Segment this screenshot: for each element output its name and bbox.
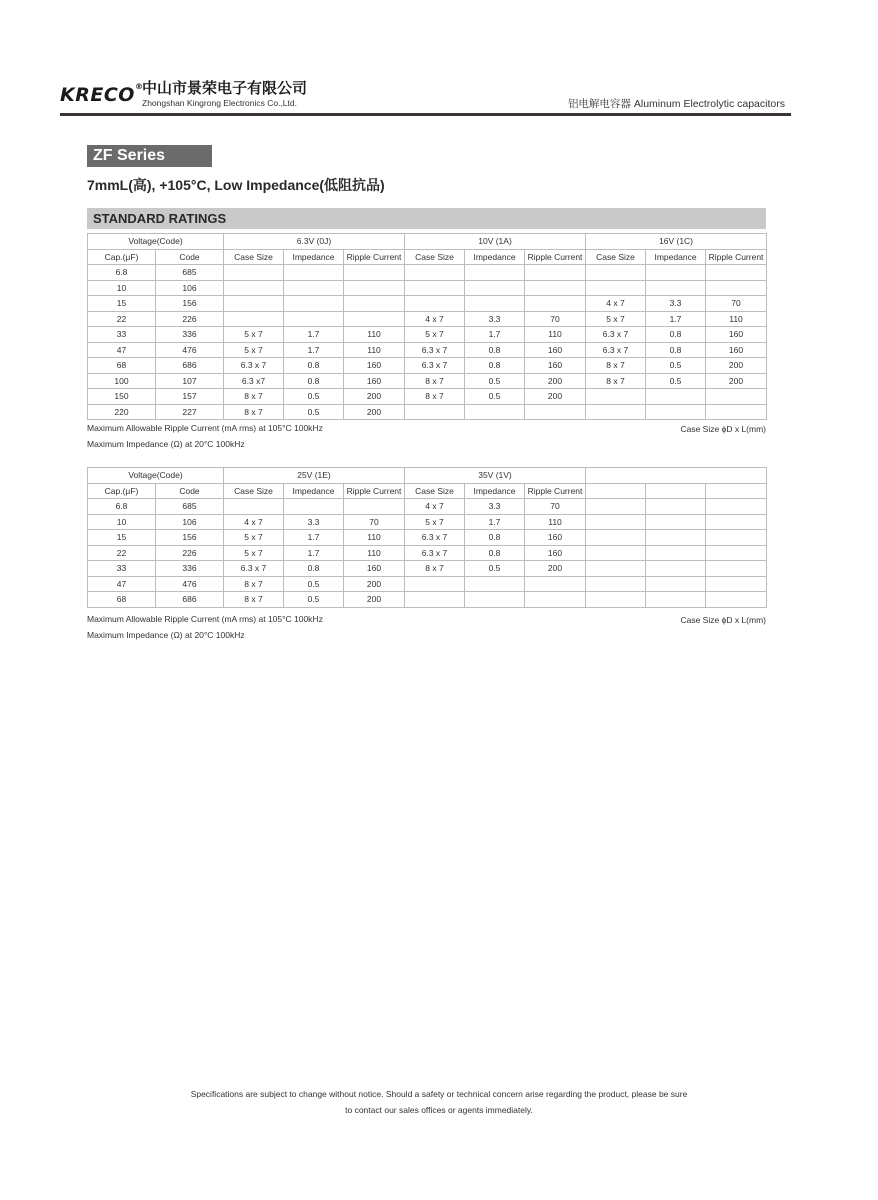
- code-cell: 157: [156, 389, 224, 405]
- code-cell: 156: [156, 530, 224, 546]
- impedance-header: Impedance: [465, 483, 525, 499]
- impedance-cell: 1.7: [646, 311, 706, 327]
- impedance-cell: [465, 265, 525, 281]
- impedance-cell: 1.7: [284, 327, 344, 343]
- ripple-current-cell: 110: [344, 342, 405, 358]
- impedance-cell: [646, 514, 706, 530]
- ripple-current-cell: [525, 404, 586, 420]
- case-size-header: Case Size: [405, 249, 465, 265]
- cap-cell: 15: [88, 296, 156, 312]
- table-row: [88, 280, 767, 296]
- ripple-current-cell: [344, 499, 405, 515]
- case-size-cell: [586, 545, 646, 561]
- ripple-current-cell: [525, 265, 586, 281]
- ripple-current-cell: [706, 265, 767, 281]
- cap-cell: 68: [88, 358, 156, 374]
- case-size-cell: 8 x 7: [405, 389, 465, 405]
- case-size-cell: 5 x 7: [405, 514, 465, 530]
- case-size-cell: 8 x 7: [224, 592, 284, 608]
- case-size-cell: 6.3 x 7: [224, 358, 284, 374]
- impedance-cell: [465, 592, 525, 608]
- empty-header: [706, 483, 767, 499]
- series-title: ZF Series: [87, 145, 212, 167]
- ripple-current-cell: 70: [706, 296, 767, 312]
- ripple-current-cell: 110: [344, 545, 405, 561]
- case-size-cell: 6.3 x 7: [405, 545, 465, 561]
- ripple-current-cell: [344, 311, 405, 327]
- voltage-code-label: Voltage(Code): [88, 468, 224, 484]
- cap-header: Cap.(μF): [88, 483, 156, 499]
- impedance-cell: [646, 561, 706, 577]
- impedance-note-2: Maximum Impedance (Ω) at 20°C 100kHz: [87, 630, 245, 640]
- impedance-cell: 3.3: [465, 311, 525, 327]
- cap-cell: 10: [88, 280, 156, 296]
- impedance-note: Maximum Impedance (Ω) at 20°C 100kHz: [87, 439, 245, 449]
- impedance-cell: [646, 530, 706, 546]
- cap-cell: 22: [88, 545, 156, 561]
- voltage-header: 35V (1V): [405, 468, 586, 484]
- case-size-header: Case Size: [405, 483, 465, 499]
- case-size-cell: 6.3 x7: [224, 373, 284, 389]
- case-size-note-2: Case Size ϕD x L(mm): [680, 615, 766, 625]
- table-row: [88, 404, 767, 420]
- column-header-row: [88, 483, 767, 499]
- case-size-cell: [405, 576, 465, 592]
- impedance-cell: 0.5: [284, 404, 344, 420]
- ripple-current-cell: [706, 592, 767, 608]
- impedance-cell: [646, 592, 706, 608]
- voltage-code-label: Voltage(Code): [88, 234, 224, 250]
- code-cell: 226: [156, 545, 224, 561]
- ripple-current-cell: [706, 389, 767, 405]
- ripple-note-2: Maximum Allowable Ripple Current (mA rms) at 105°C 100kHz: [87, 614, 323, 624]
- section-title: STANDARD RATINGS: [93, 211, 227, 226]
- table-row: [88, 311, 767, 327]
- ripple-current-cell: 110: [344, 327, 405, 343]
- ripple-current-cell: [706, 530, 767, 546]
- case-size-header: Case Size: [224, 483, 284, 499]
- ripple-current-cell: 160: [706, 327, 767, 343]
- table-row: [88, 373, 767, 389]
- table-row: [88, 265, 767, 281]
- case-size-cell: [224, 311, 284, 327]
- code-cell: 227: [156, 404, 224, 420]
- code-cell: 686: [156, 358, 224, 374]
- case-size-cell: [405, 280, 465, 296]
- cap-cell: 15: [88, 530, 156, 546]
- ripple-current-cell: 200: [344, 592, 405, 608]
- cap-cell: 33: [88, 561, 156, 577]
- ripple-current-cell: 160: [344, 373, 405, 389]
- case-size-cell: 6.3 x 7: [586, 327, 646, 343]
- case-size-cell: 4 x 7: [405, 499, 465, 515]
- impedance-cell: 0.8: [284, 561, 344, 577]
- ripple-current-cell: 110: [525, 514, 586, 530]
- cap-cell: 10: [88, 514, 156, 530]
- case-size-cell: 6.3 x 7: [224, 561, 284, 577]
- series-subtitle: 7mmL(高), +105°C, Low Impedance(低阻抗品): [87, 177, 385, 193]
- impedance-cell: 1.7: [465, 327, 525, 343]
- case-size-cell: [224, 280, 284, 296]
- ripple-current-header: Ripple Current: [525, 249, 586, 265]
- code-cell: 106: [156, 514, 224, 530]
- company-name-en: Zhongshan Kingrong Electronics Co.,Ltd.: [142, 98, 297, 108]
- impedance-header: Impedance: [465, 249, 525, 265]
- ratings-table-1: [87, 233, 767, 420]
- table-row: [88, 389, 767, 405]
- voltage-header: 6.3V (0J): [224, 234, 405, 250]
- page-header: [60, 78, 791, 118]
- ripple-current-cell: [706, 561, 767, 577]
- impedance-cell: 0.8: [465, 342, 525, 358]
- table-row: [88, 499, 767, 515]
- case-size-cell: 6.3 x 7: [405, 342, 465, 358]
- ripple-current-cell: [525, 280, 586, 296]
- code-header: Code: [156, 249, 224, 265]
- ripple-current-cell: 70: [525, 311, 586, 327]
- impedance-cell: [284, 280, 344, 296]
- code-cell: 685: [156, 499, 224, 515]
- ripple-current-cell: 70: [344, 514, 405, 530]
- ripple-current-cell: [525, 296, 586, 312]
- code-header: Code: [156, 483, 224, 499]
- impedance-cell: 0.8: [465, 358, 525, 374]
- impedance-cell: [646, 499, 706, 515]
- case-size-header: Case Size: [224, 249, 284, 265]
- case-size-cell: 6.3 x 7: [405, 530, 465, 546]
- ripple-current-cell: [706, 514, 767, 530]
- case-size-cell: [586, 576, 646, 592]
- cap-cell: 150: [88, 389, 156, 405]
- impedance-cell: 1.7: [284, 342, 344, 358]
- ripple-current-cell: 200: [525, 561, 586, 577]
- ripple-current-cell: 160: [344, 561, 405, 577]
- case-size-cell: 4 x 7: [224, 514, 284, 530]
- column-header-row: [88, 249, 767, 265]
- ripple-current-header: Ripple Current: [344, 483, 405, 499]
- ripple-current-cell: 200: [344, 576, 405, 592]
- ripple-current-cell: [706, 280, 767, 296]
- ripple-current-cell: [344, 280, 405, 296]
- ripple-current-cell: [706, 545, 767, 561]
- impedance-cell: [646, 404, 706, 420]
- case-size-cell: 5 x 7: [586, 311, 646, 327]
- impedance-cell: [465, 280, 525, 296]
- case-size-cell: [586, 530, 646, 546]
- product-category: 铝电解电容器 Aluminum Electrolytic capacitors: [567, 98, 785, 110]
- case-size-cell: [224, 265, 284, 281]
- impedance-cell: [646, 576, 706, 592]
- impedance-cell: [284, 499, 344, 515]
- case-size-cell: 4 x 7: [586, 296, 646, 312]
- impedance-cell: [465, 296, 525, 312]
- table-row: [88, 342, 767, 358]
- code-cell: 156: [156, 296, 224, 312]
- impedance-cell: 0.8: [646, 342, 706, 358]
- ripple-current-cell: [344, 296, 405, 312]
- case-size-cell: 4 x 7: [405, 311, 465, 327]
- case-size-cell: 8 x 7: [224, 576, 284, 592]
- ripple-current-cell: [525, 592, 586, 608]
- cap-header: Cap.(μF): [88, 249, 156, 265]
- case-size-cell: [586, 265, 646, 281]
- case-size-cell: 8 x 7: [586, 373, 646, 389]
- ripple-current-cell: 160: [706, 342, 767, 358]
- empty-header: [586, 483, 646, 499]
- case-size-cell: 5 x 7: [224, 327, 284, 343]
- impedance-cell: 3.3: [284, 514, 344, 530]
- ripple-current-cell: 200: [706, 373, 767, 389]
- section-title-bar: [87, 208, 766, 229]
- ripple-current-cell: 160: [344, 358, 405, 374]
- voltage-header: 10V (1A): [405, 234, 586, 250]
- impedance-cell: [646, 280, 706, 296]
- case-size-cell: [586, 514, 646, 530]
- impedance-header: Impedance: [646, 249, 706, 265]
- case-size-cell: [224, 296, 284, 312]
- case-size-cell: 8 x 7: [224, 389, 284, 405]
- ripple-current-cell: 200: [706, 358, 767, 374]
- voltage-header: 25V (1E): [224, 468, 405, 484]
- case-size-cell: [405, 265, 465, 281]
- code-cell: 336: [156, 561, 224, 577]
- table-row: [88, 561, 767, 577]
- ripple-current-cell: [706, 576, 767, 592]
- disclaimer-line-1: Specifications are subject to change without notice. Should a safety or technical concern arise regarding the product, please be sure: [190, 1089, 688, 1099]
- table-row: [88, 358, 767, 374]
- impedance-cell: [646, 545, 706, 561]
- cap-cell: 68: [88, 592, 156, 608]
- ripple-current-cell: 160: [525, 342, 586, 358]
- ripple-current-cell: 160: [525, 545, 586, 561]
- impedance-cell: 0.8: [465, 530, 525, 546]
- case-size-cell: [405, 404, 465, 420]
- ripple-current-header: Ripple Current: [706, 249, 767, 265]
- case-size-cell: 8 x 7: [224, 404, 284, 420]
- case-size-cell: [405, 296, 465, 312]
- ripple-current-cell: 200: [525, 389, 586, 405]
- company-logo: KRECO®: [60, 82, 144, 106]
- ripple-current-cell: 200: [344, 404, 405, 420]
- impedance-cell: 0.8: [284, 373, 344, 389]
- table-row: [88, 514, 767, 530]
- impedance-cell: 0.5: [284, 576, 344, 592]
- impedance-cell: 0.5: [646, 358, 706, 374]
- ripple-current-cell: 70: [525, 499, 586, 515]
- case-size-cell: 5 x 7: [405, 327, 465, 343]
- table-row: [88, 592, 767, 608]
- case-size-cell: 5 x 7: [224, 545, 284, 561]
- table-row: [88, 530, 767, 546]
- impedance-cell: 1.7: [284, 530, 344, 546]
- ripple-current-header: Ripple Current: [525, 483, 586, 499]
- table-row: [88, 545, 767, 561]
- ripple-current-cell: [525, 576, 586, 592]
- cap-cell: 100: [88, 373, 156, 389]
- impedance-cell: 0.5: [465, 373, 525, 389]
- case-size-cell: [586, 499, 646, 515]
- impedance-header: Impedance: [284, 249, 344, 265]
- ripple-current-cell: 160: [525, 530, 586, 546]
- ripple-current-cell: 110: [706, 311, 767, 327]
- cap-cell: 6.8: [88, 499, 156, 515]
- case-size-cell: [586, 280, 646, 296]
- ripple-current-cell: 200: [525, 373, 586, 389]
- case-size-cell: 8 x 7: [586, 358, 646, 374]
- impedance-cell: 0.5: [284, 389, 344, 405]
- impedance-cell: [284, 265, 344, 281]
- impedance-cell: [284, 311, 344, 327]
- impedance-cell: 0.8: [465, 545, 525, 561]
- case-size-note: Case Size ϕD x L(mm): [680, 424, 766, 434]
- impedance-cell: [465, 404, 525, 420]
- cap-cell: 22: [88, 311, 156, 327]
- voltage-header-row: [88, 468, 767, 484]
- ripple-current-cell: 110: [525, 327, 586, 343]
- case-size-cell: [405, 592, 465, 608]
- impedance-cell: 0.5: [284, 592, 344, 608]
- case-size-cell: 6.3 x 7: [586, 342, 646, 358]
- case-size-cell: [586, 389, 646, 405]
- table-row: [88, 296, 767, 312]
- case-size-cell: 5 x 7: [224, 342, 284, 358]
- voltage-header-row: [88, 234, 767, 250]
- table-row: [88, 576, 767, 592]
- case-size-cell: [586, 592, 646, 608]
- ripple-current-cell: [706, 499, 767, 515]
- empty-header: [646, 483, 706, 499]
- impedance-cell: [646, 265, 706, 281]
- impedance-cell: 0.8: [646, 327, 706, 343]
- code-cell: 106: [156, 280, 224, 296]
- cap-cell: 6.8: [88, 265, 156, 281]
- ripple-current-cell: 160: [525, 358, 586, 374]
- code-cell: 685: [156, 265, 224, 281]
- case-size-cell: 6.3 x 7: [405, 358, 465, 374]
- case-size-cell: 8 x 7: [405, 373, 465, 389]
- ripple-current-cell: 110: [344, 530, 405, 546]
- impedance-cell: 0.5: [465, 389, 525, 405]
- table-row: [88, 327, 767, 343]
- impedance-cell: 3.3: [646, 296, 706, 312]
- case-size-cell: [224, 499, 284, 515]
- code-cell: 107: [156, 373, 224, 389]
- case-size-cell: 8 x 7: [405, 561, 465, 577]
- cap-cell: 33: [88, 327, 156, 343]
- case-size-cell: 5 x 7: [224, 530, 284, 546]
- impedance-cell: 0.8: [284, 358, 344, 374]
- impedance-cell: 0.5: [646, 373, 706, 389]
- impedance-cell: 3.3: [465, 499, 525, 515]
- header-divider: [60, 113, 791, 116]
- ripple-current-cell: [344, 265, 405, 281]
- impedance-cell: [646, 389, 706, 405]
- impedance-cell: 0.5: [465, 561, 525, 577]
- ripple-note: Maximum Allowable Ripple Current (mA rms) at 105°C 100kHz: [87, 423, 323, 433]
- company-name: [142, 80, 307, 108]
- company-name-cn: 中山市景荣电子有限公司: [142, 79, 308, 97]
- disclaimer-line-2: to contact our sales offices or agents immediately.: [345, 1105, 533, 1115]
- code-cell: 226: [156, 311, 224, 327]
- code-cell: 686: [156, 592, 224, 608]
- ripple-current-cell: [706, 404, 767, 420]
- voltage-header: [586, 468, 767, 484]
- code-cell: 476: [156, 342, 224, 358]
- impedance-cell: 1.7: [465, 514, 525, 530]
- case-size-cell: [586, 561, 646, 577]
- ripple-current-header: Ripple Current: [344, 249, 405, 265]
- code-cell: 336: [156, 327, 224, 343]
- voltage-header: 16V (1C): [586, 234, 767, 250]
- cap-cell: 220: [88, 404, 156, 420]
- cap-cell: 47: [88, 576, 156, 592]
- impedance-header: Impedance: [284, 483, 344, 499]
- impedance-cell: [284, 296, 344, 312]
- code-cell: 476: [156, 576, 224, 592]
- case-size-header: Case Size: [586, 249, 646, 265]
- impedance-cell: 1.7: [284, 545, 344, 561]
- case-size-cell: [586, 404, 646, 420]
- ripple-current-cell: 200: [344, 389, 405, 405]
- ratings-table-2: [87, 467, 767, 608]
- impedance-cell: [465, 576, 525, 592]
- cap-cell: 47: [88, 342, 156, 358]
